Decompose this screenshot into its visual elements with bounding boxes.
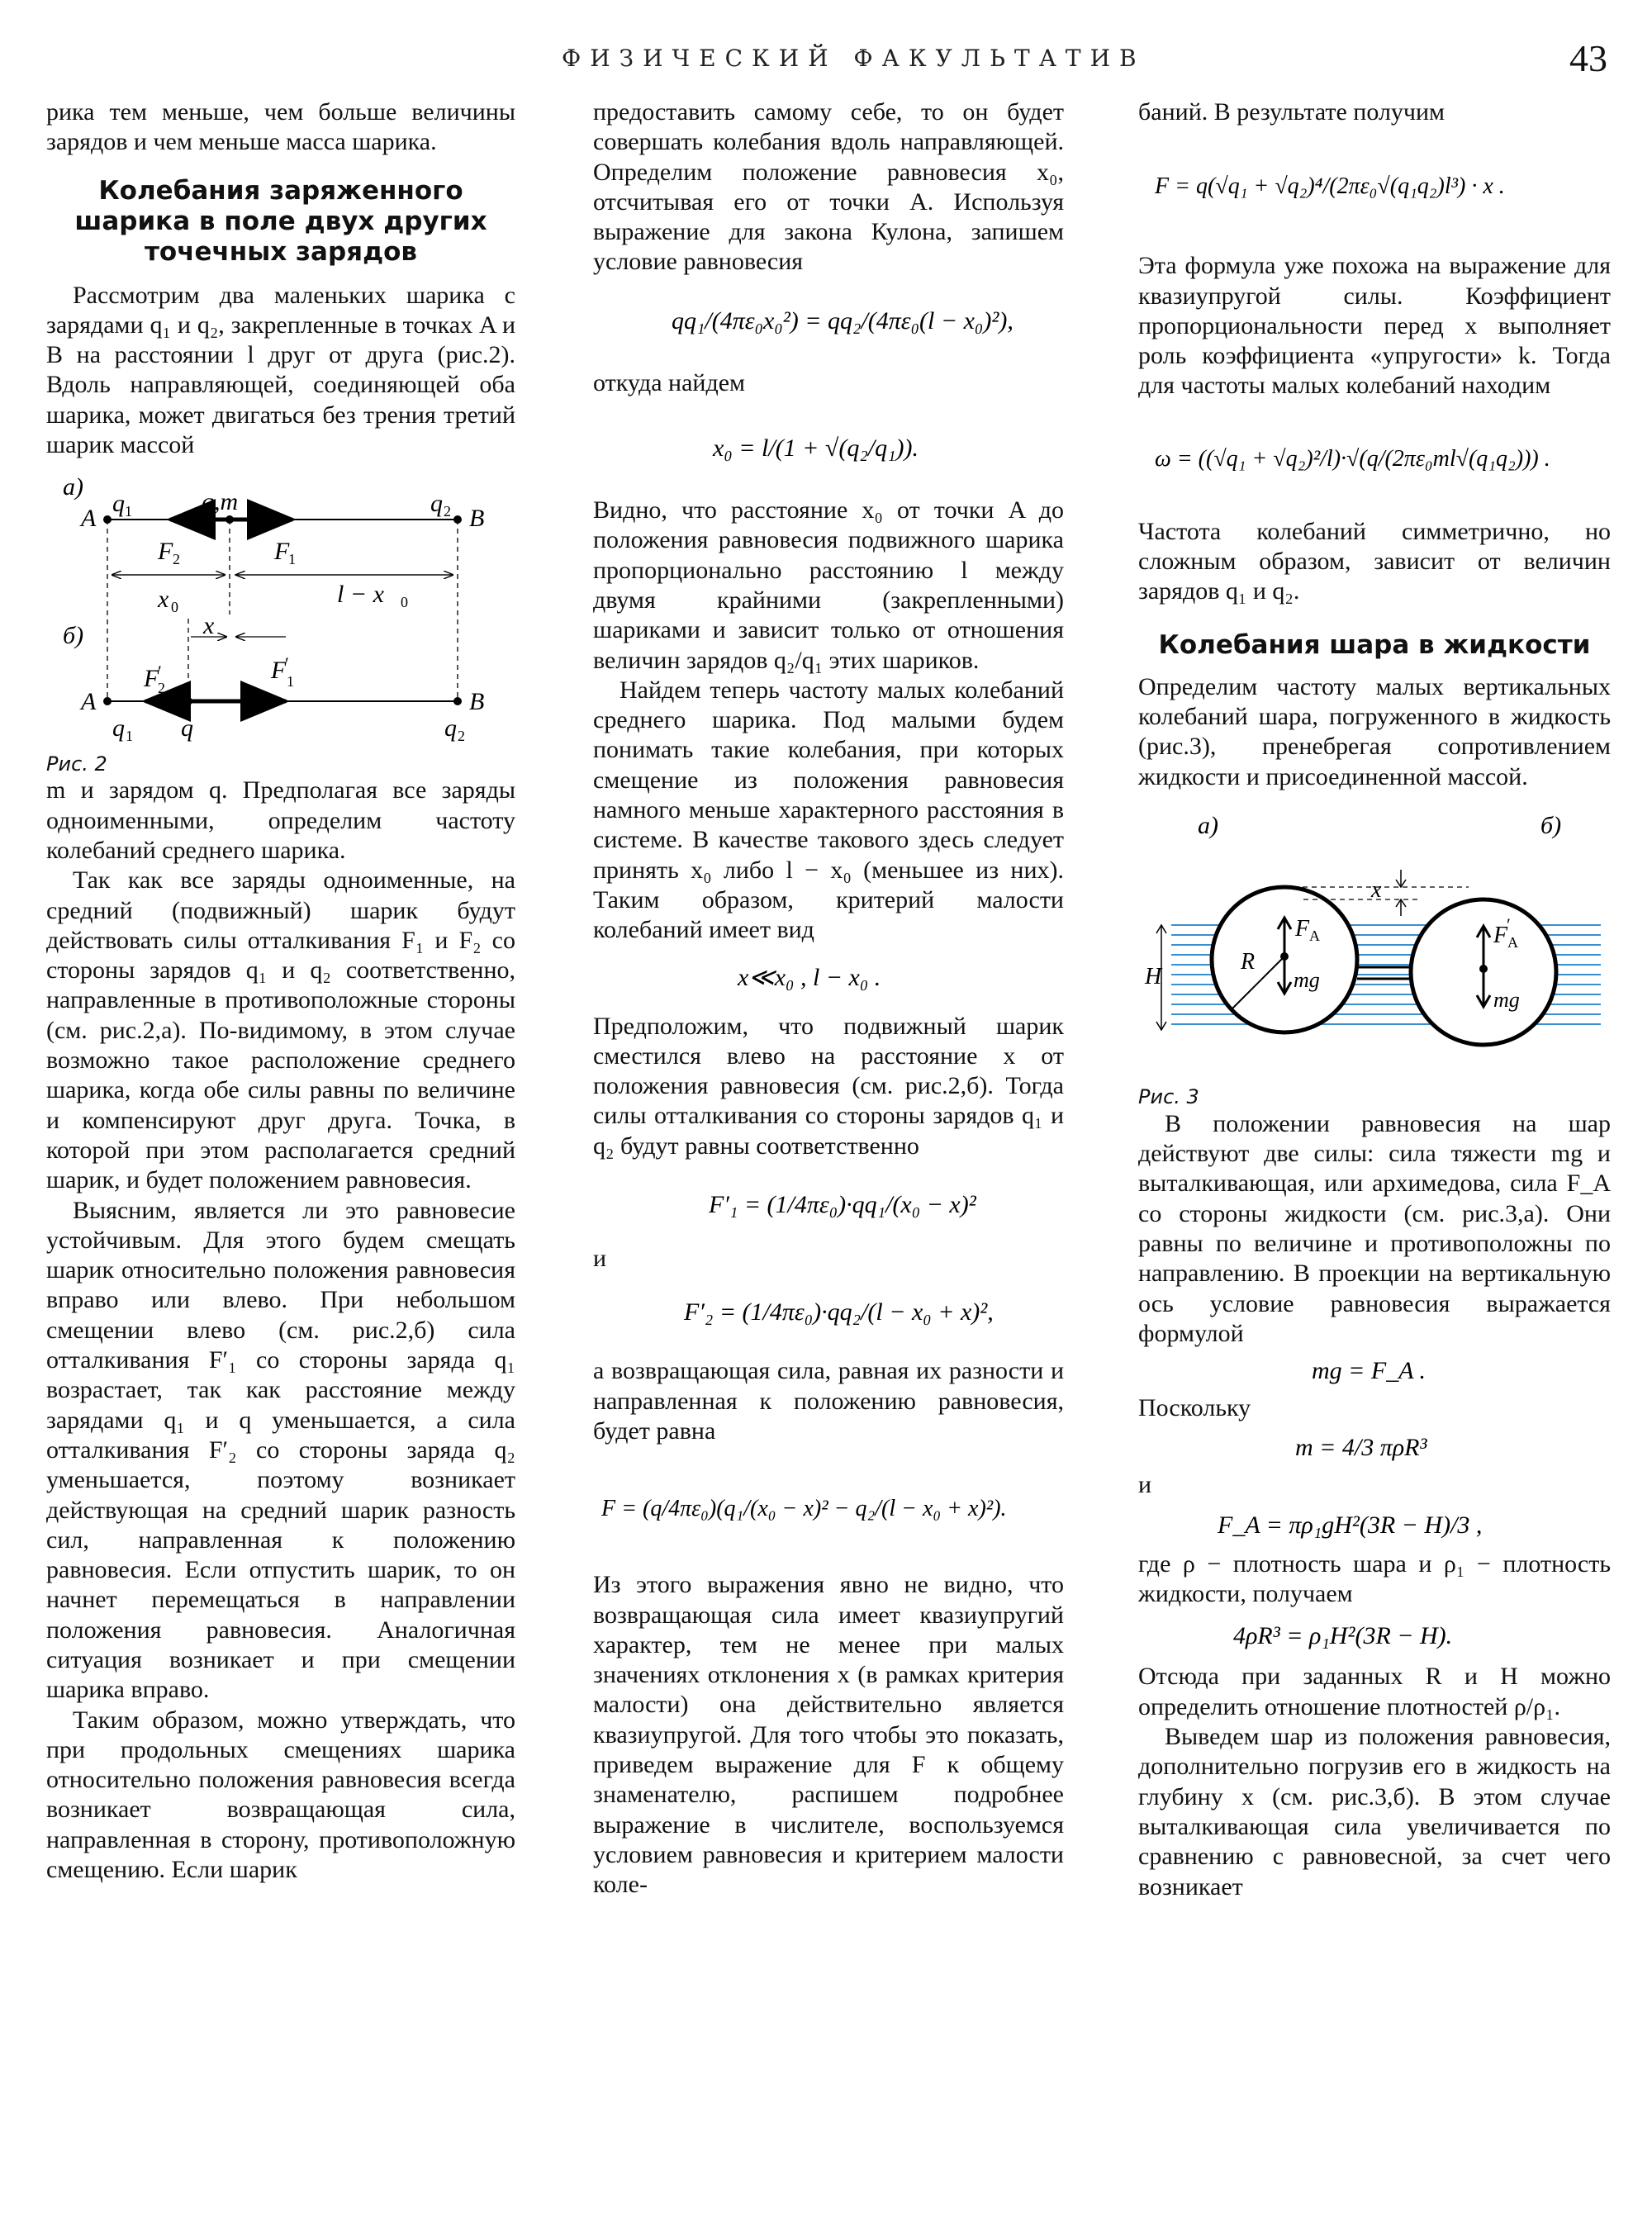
f2-label: F: [158, 538, 173, 566]
sub: 2: [173, 551, 180, 568]
section-title: Колебания шара в жидкости: [1158, 629, 1591, 660]
formula-text: F_A = πρ₁gH²(3R − H)/3 ,: [1218, 1511, 1483, 1539]
qm-label: q,m: [202, 488, 239, 516]
formula-text: m = 4/3 πρR³: [1295, 1433, 1427, 1461]
formula-text: ω = ((√q₁ + √q₂)²/l)·√(q/(2πε₀ml√(q₁q₂))) .: [1155, 445, 1550, 472]
formula-mg: [1138, 1349, 1611, 1393]
formula-text: x≪x₀ , l − x₀ .: [738, 963, 881, 991]
section-title: Колебания заряженного шарика в поле двух других точечных зарядов: [74, 175, 487, 267]
point-a-label: A: [81, 505, 97, 533]
formula-criterion: [593, 946, 1064, 1012]
paragraph: баний. В результате получим: [1138, 98, 1446, 126]
sub: 0: [171, 599, 178, 616]
point-b-label: B: [469, 505, 485, 533]
figure-3-diagram: [1138, 804, 1611, 1076]
running-title: ФИЗИЧЕСКИЙ ФАКУЛЬТАТИВ: [562, 45, 1146, 72]
svg-text:′: ′: [1507, 913, 1511, 935]
formula-f1p: [593, 1161, 1064, 1244]
formula-m: [1138, 1424, 1611, 1470]
formula-omega: [1138, 401, 1611, 517]
sub: 1: [288, 551, 296, 568]
figure-3: [1138, 804, 1611, 1109]
formula-text: F = (q/4πε₀)(q₁/(x₀ − x)² − q₂/(l − x₀ + x)²).: [601, 1496, 1007, 1522]
figure-2-diagram: [46, 470, 515, 743]
formula-text: 4ρR³ = ρ₁H²(3R − H).: [1233, 1622, 1453, 1650]
label-b: б): [63, 622, 84, 650]
h-label: H: [1145, 963, 1162, 989]
x-label: x: [1371, 876, 1382, 903]
label-b: б): [1540, 811, 1562, 839]
svg-text:1: 1: [126, 728, 133, 743]
x-label: x: [203, 612, 215, 640]
svg-text:B: B: [469, 688, 485, 716]
paragraph: Из этого выражения явно не видно, что возвращающая сила имеет квазиупругий характер, тем не менее при малых значениях отклонения x (в рамках критерия малости) она действительно является квазиупругой. Для того чтобы это показать, приведем выражение для F к общему знаменателю, распишем подробнее выражение в числителе, воспользуемся условием равновесия и критерием малости коле-: [593, 1571, 1064, 1899]
paragraph: В положении равновесия на шар действуют две силы: сила тяжести mg и выталкивающая, или архимедова, сила F_A со стороны жидкости (см. рис.3,а). Они равны по величине и противоположны по направлению. В проекции на вертикальную ось условие равновесия выражается формулой: [1138, 1109, 1611, 1347]
label-a: а): [63, 473, 83, 501]
mg-label-a: mg: [1294, 967, 1320, 992]
paragraph: откуда найдем: [593, 368, 746, 396]
figure-3-caption: Рис. 3: [1138, 1085, 1199, 1109]
paragraph: Частота колебаний симметрично, но сложным образом, зависит от величин зарядов q₁ и q₂.: [1138, 517, 1611, 605]
formula-quasi: [1138, 127, 1611, 251]
paragraph: Выведем шар из положения равновесия, дополнительно погрузив его в жидкость на глубину x (см. рис.3,б). В этом случае выталкивающая сила увеличивается по сравнению с равновесной, за счет чего возникает: [1138, 1723, 1611, 1900]
paragraph: Так как все заряды одноименные, на средний (подвижный) шарик будут действовать силы отталкивания F₁ и F₂ со стороны зарядов q₁ и q₂ соответственно, направленные в противоположные стороны (см. рис.2,а). По-видимому, в этом случае возможно такое расположение среднего шарика, когда обе силы равны по величине и компенсируют друг друга. Точка, в которой при этом располагается средний шарик, и будет положением равновесия.: [46, 866, 515, 1194]
svg-text:′: ′: [285, 653, 289, 675]
figure-2: [46, 470, 515, 776]
paragraph: Видно, что расстояние x₀ от точки A до положения равновесия подвижного шарика пропорционально расстоянию l между двумя крайними (закрепленными) шариками и зависит только от отношения величин зарядов q₂/q₁ этих шариков.: [593, 496, 1064, 674]
formula-text: mg = F_A .: [1312, 1357, 1427, 1385]
column-2: [593, 97, 1064, 1900]
svg-text:q: q: [112, 714, 125, 743]
svg-text:2: 2: [458, 728, 465, 743]
fa-label: F: [1295, 915, 1310, 942]
paragraph: Эта формула уже похожа на выражение для квазиупругой силы. Коэффициент пропорциональности перед x выполняет роль коэффициента «упругости» k. Тогда для частоты малых колебаний находим: [1138, 252, 1611, 400]
formula-text: F′₂ = (1/4πε₀)·qq₂/(l − x₀ + x)²,: [684, 1298, 994, 1326]
formula-text: F′₁ = (1/4πε₀)·qq₁/(x₀ − x)²: [709, 1191, 976, 1219]
column-3: [1138, 97, 1611, 1902]
formula-balance: [593, 278, 1064, 368]
paragraph: и: [1138, 1470, 1152, 1498]
paragraph: m и зарядом q. Предполагая все заряды одноименными, определим частоту колебаний среднего шарика.: [46, 776, 515, 864]
formula-text: x₀ = l/(1 + √(q₂/q₁)).: [713, 434, 919, 463]
sub: 0: [401, 594, 408, 611]
x0-label: x: [158, 586, 169, 614]
paragraph: Таким образом, можно утверждать, что при продольных смещениях шарика относительно положения равновесия всегда возникает возвращающая сила, направленная в сторону, противоположную смещению. Если шарик: [46, 1706, 515, 1884]
figure-2-caption: Рис. 2: [46, 752, 107, 776]
paragraph: предоставить самому себе, то он будет совершать колебания вдоль направляющей. Определим положение равновесия x₀, отсчитывая его от точки A. Используя выражение для закона Кулона, запишем условие равновесия: [593, 98, 1064, 276]
q2-label: q: [430, 490, 443, 518]
paragraph: Рассмотрим два маленьких шарика с зарядами q₁ и q₂, закрепленные в точках A и B на расстоянии l друг от друга (рис.2). Вдоль направляющей, соединяющей оба шарика, может двигаться без трения третий шарик массой: [46, 281, 515, 459]
mg-label-b: mg: [1493, 987, 1520, 1012]
q1-label: q: [112, 490, 125, 518]
paragraph: Определим частоту малых вертикальных колебаний шара, погруженного в жидкость (рис.3), пренебрегая сопротивлением жидкости и присоединенной массой.: [1138, 672, 1611, 790]
f2p-label: F: [144, 665, 159, 693]
svg-text:A: A: [1507, 933, 1518, 951]
formula-text: qq₁/(4πε₀x₀²) = qq₂/(4πε₀(l − x₀)²),: [672, 306, 1014, 335]
column-1: [46, 97, 515, 1885]
page-header: [0, 37, 1652, 83]
fa-prime-label: F: [1493, 922, 1508, 948]
formula-text: F = q(√q₁ + √q₂)⁴/(2πε₀√(q₁q₂)l³) · x .: [1155, 173, 1505, 200]
formula-rho: [1138, 1609, 1611, 1662]
paragraph: Предположим, что подвижный шарик сместился влево на расстояние x от положения равновесия (см. рис.2,б). Тогда силы отталкивания со стороны зарядов q₁ и q₂ будут равны соответственно: [593, 1012, 1064, 1160]
svg-text:2: 2: [158, 680, 165, 697]
paragraph: где ρ − плотность шара и ρ₁ − плотность жидкости, получаем: [1138, 1549, 1611, 1608]
f1-label: F: [274, 538, 290, 566]
paragraph: рика тем меньше, чем больше величины зарядов и чем меньше масса шарика.: [46, 98, 515, 156]
label-a: а): [1198, 811, 1218, 839]
paragraph: и: [593, 1245, 607, 1273]
page-number: 43: [1569, 37, 1607, 79]
svg-text:A: A: [81, 688, 97, 716]
paragraph: Найдем теперь частоту малых колебаний среднего шарика. Под малыми будем понимать такие колебания, при которых смещение из положения равновесия намного меньше характерного расстояния в системе. В качестве такового здесь следует принять x₀ либо l − x₀ (меньшее из них). Таким образом, критерий малости колебаний имеет вид: [593, 676, 1064, 944]
sub: 1: [125, 503, 132, 520]
svg-text:′: ′: [158, 662, 162, 683]
paragraph: Отсюда при заданных R и H можно определить отношение плотностей ρ/ρ₁.: [1138, 1663, 1611, 1720]
formula-x0: [593, 398, 1064, 496]
svg-text:1: 1: [287, 673, 294, 690]
paragraph: Выясним, является ли это равновесие устойчивым. Для этого будем смещать шарик относительно положения равновесия вправо или влево. При небольшом смещении влево (см. рис.2,б) сила отталкивания F′₁ со стороны заряда q₁ возрастает, так как расстояние между зарядами q₁ и q уменьшается, а сила отталкивания F′₂ со стороны заряда q₂ уменьшается, поэтому возникает действующая на средний шарик разность сил, направленная к положению равновесия. Если отпустить шарик, то он начнет перемещаться в направлении положения равновесия. Аналогичная ситуация возникает и при смещении шарика вправо.: [46, 1196, 515, 1704]
paragraph: а возвращающая сила, равная их разности и направленная к положению равновесия, будет равна: [593, 1357, 1064, 1445]
formula-f: [593, 1446, 1064, 1570]
l-x0-label: l − x: [337, 581, 384, 609]
svg-text:A: A: [1309, 927, 1320, 944]
sub: 2: [444, 503, 451, 520]
paragraph: Поскольку: [1138, 1394, 1251, 1422]
f1p-label: F: [271, 657, 287, 685]
svg-text:q: q: [181, 714, 193, 743]
formula-fa: [1138, 1500, 1611, 1549]
formula-f2p: [593, 1274, 1064, 1356]
svg-text:q: q: [444, 714, 457, 743]
r-label: R: [1241, 948, 1256, 975]
